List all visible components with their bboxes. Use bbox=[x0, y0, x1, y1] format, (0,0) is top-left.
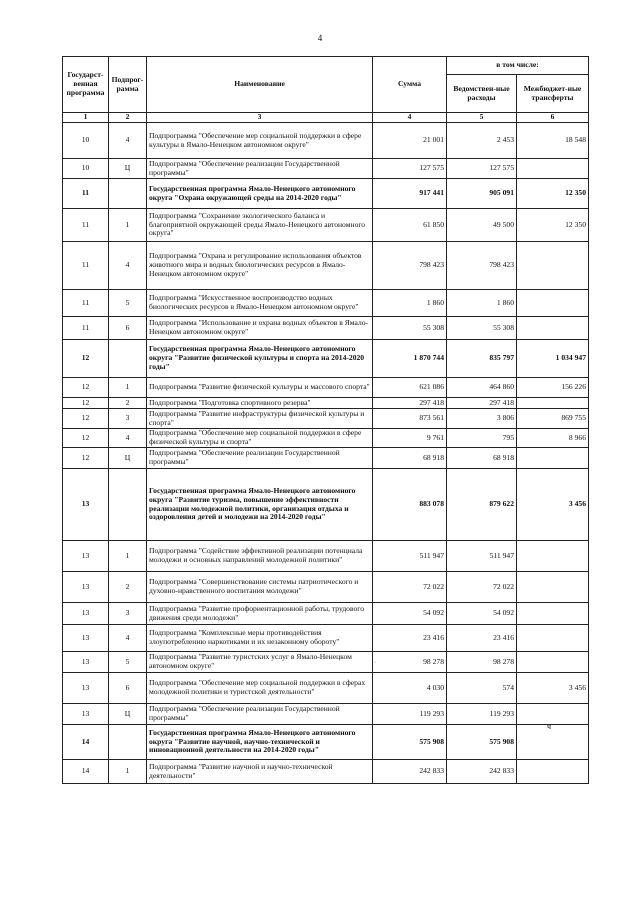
subprogram-row bbox=[63, 652, 589, 673]
cell-name: Государственная программа Ямало-Ненецкого автономного округа "Развитие научной, научно-технической и инновационной деятельности на 2014-2020 годы" bbox=[147, 725, 373, 760]
cell-program: 14 bbox=[63, 760, 109, 784]
cell-subprogram: 1 bbox=[109, 541, 147, 572]
cell-sum: 21 001 bbox=[373, 123, 447, 159]
cell-departmental: 464 860 bbox=[447, 378, 517, 398]
cell-transfers: 1 034 947 bbox=[517, 340, 589, 378]
cell-name: Подпрограмма "Охрана и регулирование использования объектов животного мира и водных биологических ресурсов в Ямало-Ненецком автономном округе" bbox=[147, 242, 373, 290]
cell-name: Подпрограмма "Развитие физической культуры и массового спорта" bbox=[147, 378, 373, 398]
cell-name: Подпрограмма "Подготовка спортивного резерва" bbox=[147, 398, 373, 409]
cell-subprogram: 4 bbox=[109, 625, 147, 652]
cell-program: 13 bbox=[63, 469, 109, 541]
subprogram-row bbox=[63, 317, 589, 340]
cell-subprogram: Ц bbox=[109, 704, 147, 725]
handwritten-mark: ч bbox=[547, 722, 552, 731]
cell-subprogram: 4 bbox=[109, 123, 147, 159]
cell-subprogram: Ц bbox=[109, 448, 147, 469]
header-name: Наименование bbox=[147, 57, 373, 113]
cell-departmental: 905 091 bbox=[447, 179, 517, 209]
cell-name: Государственная программа Ямало-Ненецкого автономного округа "Развитие туризма, повышение эффективности реализации молодежной политики, организация отдыха и оздоровления детей и молодежи на 2014-2020 годы" bbox=[147, 469, 373, 541]
column-number: 3 bbox=[147, 113, 373, 123]
cell-transfers bbox=[517, 725, 589, 760]
subprogram-row bbox=[63, 123, 589, 159]
cell-departmental: 72 022 bbox=[447, 572, 517, 603]
cell-program: 13 bbox=[63, 673, 109, 704]
cell-name: Государственная программа Ямало-Ненецкого автономного округа "Развитие физической культуры и спорта на 2014-2020 годы" bbox=[147, 340, 373, 378]
cell-name: Подпрограмма "Развитие туристских услуг в Ямало-Ненецком автономном округе" bbox=[147, 652, 373, 673]
cell-departmental: 55 308 bbox=[447, 317, 517, 340]
cell-sum: 242 833 bbox=[373, 760, 447, 784]
cell-departmental: 511 947 bbox=[447, 541, 517, 572]
subprogram-row bbox=[63, 398, 589, 409]
cell-transfers bbox=[517, 398, 589, 409]
cell-subprogram bbox=[109, 340, 147, 378]
cell-transfers bbox=[517, 242, 589, 290]
subprogram-row bbox=[63, 673, 589, 704]
budget-table bbox=[62, 56, 589, 784]
cell-transfers bbox=[517, 541, 589, 572]
cell-departmental: 835 797 bbox=[447, 340, 517, 378]
table-body bbox=[63, 123, 589, 784]
cell-name: Подпрограмма "Обеспечение реализации Государственной программы" bbox=[147, 448, 373, 469]
cell-name: Подпрограмма "Обеспечение реализации Государственной программы" bbox=[147, 159, 373, 179]
cell-subprogram: 3 bbox=[109, 603, 147, 625]
subprogram-row bbox=[63, 242, 589, 290]
table-header bbox=[63, 57, 589, 123]
cell-sum: 1 860 bbox=[373, 290, 447, 317]
cell-name: Подпрограмма "Обеспечение мер социальной поддержки в сферах молодежной политики и туристской деятельности" bbox=[147, 673, 373, 704]
cell-name: Подпрограмма "Обеспечение мер социальной поддержки в сфере физической культуры и спорта" bbox=[147, 429, 373, 448]
cell-sum: 55 308 bbox=[373, 317, 447, 340]
cell-subprogram: 2 bbox=[109, 572, 147, 603]
cell-transfers bbox=[517, 317, 589, 340]
cell-program: 13 bbox=[63, 603, 109, 625]
column-number: 6 bbox=[517, 113, 589, 123]
cell-transfers: 18 548 bbox=[517, 123, 589, 159]
cell-transfers bbox=[517, 572, 589, 603]
cell-subprogram: 2 bbox=[109, 398, 147, 409]
cell-sum: 798 423 bbox=[373, 242, 447, 290]
column-number: 2 bbox=[109, 113, 147, 123]
cell-subprogram: 1 bbox=[109, 378, 147, 398]
cell-transfers: 869 755 bbox=[517, 409, 589, 429]
subprogram-row bbox=[63, 409, 589, 429]
cell-departmental: 242 833 bbox=[447, 760, 517, 784]
cell-program: 12 bbox=[63, 398, 109, 409]
cell-transfers: 3 456 bbox=[517, 469, 589, 541]
subprogram-row bbox=[63, 572, 589, 603]
subprogram-row bbox=[63, 378, 589, 398]
subprogram-row bbox=[63, 541, 589, 572]
program-row bbox=[63, 725, 589, 760]
cell-program: 12 bbox=[63, 448, 109, 469]
cell-departmental: 119 293 bbox=[447, 704, 517, 725]
cell-departmental: 2 453 bbox=[447, 123, 517, 159]
cell-transfers bbox=[517, 760, 589, 784]
page-number: 4 bbox=[317, 33, 323, 43]
cell-departmental: 297 418 bbox=[447, 398, 517, 409]
column-number: 4 bbox=[373, 113, 447, 123]
cell-sum: 127 575 bbox=[373, 159, 447, 179]
cell-subprogram: 5 bbox=[109, 652, 147, 673]
cell-subprogram: 6 bbox=[109, 673, 147, 704]
cell-sum: 511 947 bbox=[373, 541, 447, 572]
cell-subprogram: 1 bbox=[109, 760, 147, 784]
cell-subprogram: 4 bbox=[109, 242, 147, 290]
cell-departmental: 49 500 bbox=[447, 209, 517, 242]
cell-name: Подпрограмма "Развитие профориентационной работы, трудового движения среди молодежи" bbox=[147, 603, 373, 625]
column-number: 5 bbox=[447, 113, 517, 123]
cell-subprogram bbox=[109, 469, 147, 541]
cell-transfers: 156 226 bbox=[517, 378, 589, 398]
cell-name: Государственная программа Ямало-Ненецкого автономного округа "Охрана окружающей среды на 2014-2020 годы" bbox=[147, 179, 373, 209]
header-including: в том числе: bbox=[447, 57, 589, 75]
cell-sum: 9 761 bbox=[373, 429, 447, 448]
cell-subprogram bbox=[109, 179, 147, 209]
cell-subprogram: 5 bbox=[109, 290, 147, 317]
cell-name: Подпрограмма "Сохранение экологического баланса и благоприятной окружающей среды Ямало-Ненецкого автономного округа" bbox=[147, 209, 373, 242]
cell-sum: 1 870 744 bbox=[373, 340, 447, 378]
cell-subprogram bbox=[109, 725, 147, 760]
cell-departmental: 3 806 bbox=[447, 409, 517, 429]
cell-program: 12 bbox=[63, 429, 109, 448]
header-state-program: Государст-венная программа bbox=[63, 57, 109, 113]
subprogram-row bbox=[63, 603, 589, 625]
scan-speck: · bbox=[374, 660, 376, 666]
cell-sum: 621 086 bbox=[373, 378, 447, 398]
cell-transfers: 12 350 bbox=[517, 179, 589, 209]
cell-program: 11 bbox=[63, 242, 109, 290]
cell-transfers bbox=[517, 448, 589, 469]
cell-transfers bbox=[517, 159, 589, 179]
cell-transfers bbox=[517, 603, 589, 625]
subprogram-row bbox=[63, 704, 589, 725]
cell-subprogram: 6 bbox=[109, 317, 147, 340]
cell-subprogram: 3 bbox=[109, 409, 147, 429]
column-number: 1 bbox=[63, 113, 109, 123]
cell-program: 12 bbox=[63, 340, 109, 378]
cell-name: Подпрограмма "Развитие инфраструктуры физической культуры и спорта" bbox=[147, 409, 373, 429]
cell-subprogram: 4 bbox=[109, 429, 147, 448]
header-subprogram: Подпрог-рамма bbox=[109, 57, 147, 113]
program-row bbox=[63, 179, 589, 209]
cell-departmental: 68 918 bbox=[447, 448, 517, 469]
cell-program: 13 bbox=[63, 625, 109, 652]
cell-name: Подпрограмма "Развитие научной и научно-технической деятельности" bbox=[147, 760, 373, 784]
cell-name: Подпрограмма "Обеспечение мер социальной поддержки в сфере культуры в Ямало-Ненецком автономном округе" bbox=[147, 123, 373, 159]
cell-program: 11 bbox=[63, 317, 109, 340]
cell-transfers bbox=[517, 652, 589, 673]
cell-sum: 23 416 bbox=[373, 625, 447, 652]
cell-program: 10 bbox=[63, 159, 109, 179]
subprogram-row bbox=[63, 159, 589, 179]
header-sum: Сумма bbox=[373, 57, 447, 113]
cell-sum: 917 441 bbox=[373, 179, 447, 209]
cell-name: Подпрограмма "Искусственное воспроизводство водных биологических ресурсов в Ямало-Ненецком автономном округе" bbox=[147, 290, 373, 317]
cell-sum: 119 293 bbox=[373, 704, 447, 725]
cell-sum: 575 908 bbox=[373, 725, 447, 760]
cell-program: 13 bbox=[63, 704, 109, 725]
subprogram-row bbox=[63, 760, 589, 784]
cell-name: Подпрограмма "Содействие эффективной реализации потенциала молодежи и основных направлений молодежной политики" bbox=[147, 541, 373, 572]
cell-sum: 883 078 bbox=[373, 469, 447, 541]
cell-transfers: 3 456 bbox=[517, 673, 589, 704]
cell-subprogram: Ц bbox=[109, 159, 147, 179]
cell-program: 13 bbox=[63, 652, 109, 673]
cell-departmental: 23 416 bbox=[447, 625, 517, 652]
cell-transfers bbox=[517, 290, 589, 317]
cell-sum: 72 022 bbox=[373, 572, 447, 603]
cell-sum: 873 561 bbox=[373, 409, 447, 429]
cell-sum: 98 278 bbox=[373, 652, 447, 673]
cell-program: 10 bbox=[63, 123, 109, 159]
column-numbers-row bbox=[63, 113, 589, 123]
cell-program: 12 bbox=[63, 409, 109, 429]
cell-departmental: 795 bbox=[447, 429, 517, 448]
program-row bbox=[63, 469, 589, 541]
cell-sum: 61 850 bbox=[373, 209, 447, 242]
subprogram-row bbox=[63, 429, 589, 448]
cell-departmental: 574 bbox=[447, 673, 517, 704]
cell-departmental: 798 423 bbox=[447, 242, 517, 290]
cell-name: Подпрограмма "Использование и охрана водных объектов в Ямало-Ненецком автономном округе" bbox=[147, 317, 373, 340]
cell-sum: 68 918 bbox=[373, 448, 447, 469]
cell-program: 13 bbox=[63, 541, 109, 572]
subprogram-row bbox=[63, 290, 589, 317]
cell-transfers: 12 350 bbox=[517, 209, 589, 242]
subprogram-row bbox=[63, 209, 589, 242]
cell-subprogram: 1 bbox=[109, 209, 147, 242]
cell-sum: 54 092 bbox=[373, 603, 447, 625]
cell-transfers: 8 966 bbox=[517, 429, 589, 448]
cell-name: Подпрограмма "Совершенствование системы патриотического и духовно-нравственного воспитания молодежи" bbox=[147, 572, 373, 603]
cell-program: 11 bbox=[63, 290, 109, 317]
subprogram-row bbox=[63, 625, 589, 652]
header-transfers: Межбюджет-ные трансферты bbox=[517, 75, 589, 113]
cell-departmental: 98 278 bbox=[447, 652, 517, 673]
cell-sum: 297 418 bbox=[373, 398, 447, 409]
cell-departmental: 127 575 bbox=[447, 159, 517, 179]
cell-transfers bbox=[517, 625, 589, 652]
cell-program: 11 bbox=[63, 209, 109, 242]
cell-departmental: 879 622 bbox=[447, 469, 517, 541]
cell-name: Подпрограмма "Обеспечение реализации Государственной программы" bbox=[147, 704, 373, 725]
cell-departmental: 1 860 bbox=[447, 290, 517, 317]
program-row bbox=[63, 340, 589, 378]
cell-program: 14 bbox=[63, 725, 109, 760]
cell-departmental: 575 908 bbox=[447, 725, 517, 760]
cell-program: 12 bbox=[63, 378, 109, 398]
cell-departmental: 54 092 bbox=[447, 603, 517, 625]
subprogram-row bbox=[63, 448, 589, 469]
header-departmental: Ведомствен-ные расходы bbox=[447, 75, 517, 113]
cell-sum: 4 030 bbox=[373, 673, 447, 704]
cell-program: 11 bbox=[63, 179, 109, 209]
cell-transfers bbox=[517, 704, 589, 725]
cell-program: 13 bbox=[63, 572, 109, 603]
cell-name: Подпрограмма "Комплексные меры противодействия злоупотреблению наркотиками и их незаконному обороту" bbox=[147, 625, 373, 652]
